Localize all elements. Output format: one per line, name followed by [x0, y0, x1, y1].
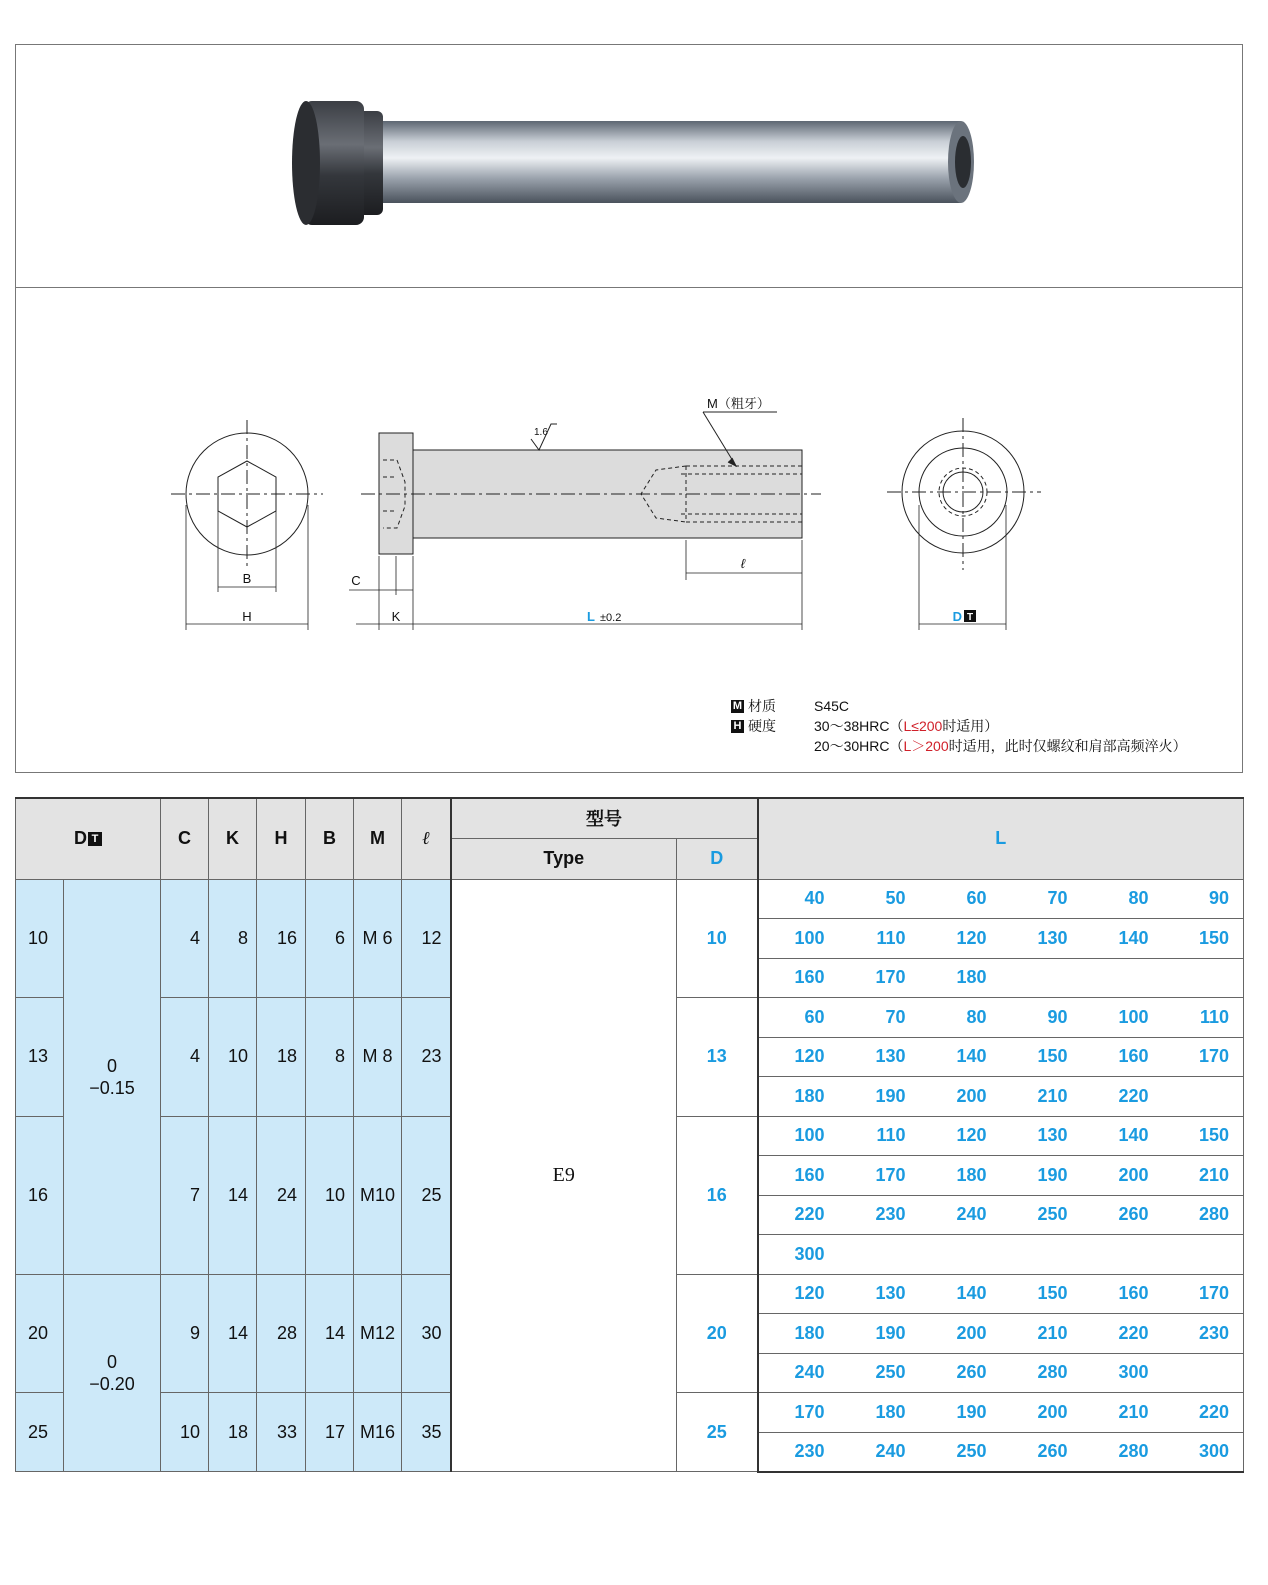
hardness-row-2 [731, 736, 1187, 756]
cell-l-value [1082, 958, 1163, 998]
header-ell: ℓ [402, 798, 451, 879]
dim-h-label: H [242, 609, 252, 624]
cell-d: 25 [677, 1393, 758, 1472]
cell-l-value [1082, 1235, 1163, 1275]
cell-l-value: 170 [839, 958, 920, 998]
cell-l-value: 140 [920, 1037, 1001, 1077]
cell-l-value: 160 [1082, 1037, 1163, 1077]
cell-l-value: 300 [1082, 1353, 1163, 1393]
cell-l-value: 200 [1001, 1393, 1082, 1433]
cell-ell: 30 [402, 1274, 451, 1393]
cell-l-value: 190 [839, 1077, 920, 1117]
cell-h: 28 [257, 1274, 306, 1393]
cell-l-value: 210 [1001, 1314, 1082, 1354]
spec-table [15, 797, 1244, 1473]
cell-l-value: 120 [758, 1274, 839, 1314]
cell-l-value: 130 [1001, 919, 1082, 959]
cell-l-value: 190 [1001, 1156, 1082, 1196]
cell-k: 18 [209, 1393, 257, 1472]
cell-l-value: 170 [758, 1393, 839, 1433]
cell-l-value: 180 [758, 1314, 839, 1354]
cell-l-value: 90 [1001, 998, 1082, 1038]
cell-l-value: 200 [1082, 1156, 1163, 1196]
cell-l-value: 110 [839, 1116, 920, 1156]
cell-l-value: 260 [1001, 1432, 1082, 1472]
cell-l-value [1001, 958, 1082, 998]
cell-l-value: 260 [920, 1353, 1001, 1393]
cell-l-value: 260 [1082, 1195, 1163, 1235]
header-k: K [209, 798, 257, 879]
rear-end-view [887, 418, 1041, 630]
cell-h: 18 [257, 998, 306, 1117]
dim-l-tolerance: ±0.2 [600, 612, 622, 624]
cell-dt: 25 [16, 1393, 64, 1472]
cell-l-value: 140 [1082, 1116, 1163, 1156]
cell-l-value: 120 [758, 1037, 839, 1077]
cell-l-value: 280 [1082, 1432, 1163, 1472]
cell-dt: 13 [16, 998, 64, 1117]
cell-l-value: 230 [1163, 1314, 1244, 1354]
header-type: Type [451, 838, 677, 879]
cell-l-value: 100 [758, 919, 839, 959]
cell-l-value: 60 [920, 879, 1001, 919]
cell-l-value: 170 [839, 1156, 920, 1196]
cell-d: 20 [677, 1274, 758, 1393]
cell-l-value: 150 [1001, 1274, 1082, 1314]
cell-d: 13 [677, 998, 758, 1117]
hardness-2: 20～30HRC（L＞200时适用，此时仅螺纹和肩部高频淬火） [814, 738, 1187, 754]
header-model: 型号 [451, 798, 758, 838]
cell-l-value: 210 [1163, 1156, 1244, 1196]
cell-l-value: 70 [1001, 879, 1082, 919]
cell-l-value: 220 [1082, 1314, 1163, 1354]
cell-l-value: 150 [1001, 1037, 1082, 1077]
header-dt: D T [16, 798, 161, 879]
cell-l-value: 180 [758, 1077, 839, 1117]
cell-l-value: 120 [920, 919, 1001, 959]
cell-b: 6 [306, 879, 354, 998]
spec-notes [731, 696, 1187, 756]
cell-l-value: 160 [758, 1156, 839, 1196]
cell-l-value: 240 [758, 1353, 839, 1393]
cell-l-value: 240 [839, 1432, 920, 1472]
cell-l-value: 150 [1163, 1116, 1244, 1156]
cell-ell: 35 [402, 1393, 451, 1472]
cell-m: M16 [354, 1393, 402, 1472]
material-icon: M [732, 699, 743, 712]
svg-text:T: T [966, 612, 974, 623]
dim-d-label: D [952, 609, 962, 624]
cell-l-value: 80 [1082, 879, 1163, 919]
cell-l-value: 40 [758, 879, 839, 919]
cell-k: 10 [209, 998, 257, 1117]
material-label: 材质 [748, 698, 776, 714]
cell-l-value: 250 [920, 1432, 1001, 1472]
cell-m: M 8 [354, 998, 402, 1117]
hardness-1: 30～38HRC（L≤200时适用） [814, 718, 999, 734]
cell-h: 33 [257, 1393, 306, 1472]
cell-l-value: 170 [1163, 1037, 1244, 1077]
cell-dt: 16 [16, 1116, 64, 1274]
thread-label: M（粗牙） [707, 396, 770, 411]
cell-l-value: 160 [758, 958, 839, 998]
cell-l-value: 180 [920, 958, 1001, 998]
cell-c: 4 [161, 879, 209, 998]
cell-c: 9 [161, 1274, 209, 1393]
header-d: D [677, 838, 758, 879]
cell-l-value [1163, 1353, 1244, 1393]
side-view [349, 396, 821, 630]
hardness-row [731, 716, 1187, 736]
cell-l-value: 280 [1163, 1195, 1244, 1235]
cell-l-value: 250 [1001, 1195, 1082, 1235]
cell-m: M12 [354, 1274, 402, 1393]
cell-l-value: 280 [1001, 1353, 1082, 1393]
cell-b: 17 [306, 1393, 354, 1472]
cell-l-value: 250 [839, 1353, 920, 1393]
header-c: C [161, 798, 209, 879]
cell-tolerance: 0 −0.15 [64, 879, 161, 1274]
cell-ell: 23 [402, 998, 451, 1117]
header-h: H [257, 798, 306, 879]
cell-l-value: 220 [758, 1195, 839, 1235]
material-row [731, 696, 1187, 716]
cell-h: 24 [257, 1116, 306, 1274]
cell-l-value: 180 [839, 1393, 920, 1433]
cell-l-value: 190 [920, 1393, 1001, 1433]
cell-l-value: 50 [839, 879, 920, 919]
dim-c-label: C [351, 573, 361, 588]
roughness-label: 1.6 [534, 427, 548, 438]
cell-l-value: 100 [1082, 998, 1163, 1038]
cell-l-value: 110 [1163, 998, 1244, 1038]
cell-l-value: 200 [920, 1314, 1001, 1354]
cell-l-value: 160 [1082, 1274, 1163, 1314]
cell-type: E9 [451, 879, 677, 1472]
front-end-view [171, 420, 323, 630]
table-row [16, 879, 1244, 919]
cell-l-value [1163, 958, 1244, 998]
cell-l-value: 140 [920, 1274, 1001, 1314]
hardness-label: 硬度 [748, 718, 776, 734]
cell-l-value: 80 [920, 998, 1001, 1038]
cell-l-value: 220 [1082, 1077, 1163, 1117]
cell-l-value: 300 [1163, 1432, 1244, 1472]
cell-ell: 25 [402, 1116, 451, 1274]
cell-b: 10 [306, 1116, 354, 1274]
cell-l-value: 210 [1001, 1077, 1082, 1117]
cell-l-value: 180 [920, 1156, 1001, 1196]
hardness-icon: H [731, 720, 744, 733]
technical-drawing-panel [15, 287, 1243, 773]
product-photo-panel [15, 44, 1243, 288]
cell-l-value [920, 1235, 1001, 1275]
cell-l-value: 240 [920, 1195, 1001, 1235]
cell-l-value [1001, 1235, 1082, 1275]
material-value: S45C [814, 698, 850, 714]
cell-l-value: 120 [920, 1116, 1001, 1156]
cell-l-value: 210 [1082, 1393, 1163, 1433]
cell-k: 14 [209, 1274, 257, 1393]
dim-l-label: L [587, 609, 595, 624]
cell-l-value: 70 [839, 998, 920, 1038]
cell-l-value: 230 [839, 1195, 920, 1235]
cell-b: 8 [306, 998, 354, 1117]
dim-ell-label: ℓ [740, 556, 746, 571]
cell-tolerance: 0 −0.20 [64, 1274, 161, 1472]
cell-l-value: 110 [839, 919, 920, 959]
cell-c: 10 [161, 1393, 209, 1472]
header-m: M [354, 798, 402, 879]
cell-l-value: 100 [758, 1116, 839, 1156]
dim-k-label: K [391, 609, 401, 624]
cell-l-value: 150 [1163, 919, 1244, 959]
product-photo [16, 45, 1242, 287]
cell-l-value: 170 [1163, 1274, 1244, 1314]
cell-l-value: 90 [1163, 879, 1244, 919]
cell-dt: 20 [16, 1274, 64, 1393]
cell-l-value [1163, 1077, 1244, 1117]
cell-l-value: 230 [758, 1432, 839, 1472]
cell-ell: 12 [402, 879, 451, 998]
dim-b-label: B [242, 571, 252, 586]
cell-l-value: 60 [758, 998, 839, 1038]
cell-l-value: 200 [920, 1077, 1001, 1117]
cell-d: 10 [677, 879, 758, 998]
cell-l-value: 190 [839, 1314, 920, 1354]
cell-d: 16 [677, 1116, 758, 1274]
cell-k: 8 [209, 879, 257, 998]
cell-l-value: 300 [758, 1235, 839, 1275]
cell-m: M10 [354, 1116, 402, 1274]
cell-l-value: 130 [839, 1037, 920, 1077]
cell-c: 7 [161, 1116, 209, 1274]
cell-b: 14 [306, 1274, 354, 1393]
cell-m: M 6 [354, 879, 402, 998]
cell-l-value: 130 [839, 1274, 920, 1314]
cell-k: 14 [209, 1116, 257, 1274]
header-l: L [758, 798, 1244, 879]
cell-dt: 10 [16, 879, 64, 998]
cell-l-value: 130 [1001, 1116, 1082, 1156]
cell-h: 16 [257, 879, 306, 998]
cell-l-value [1163, 1235, 1244, 1275]
header-b: B [306, 798, 354, 879]
cell-l-value [839, 1235, 920, 1275]
cell-c: 4 [161, 998, 209, 1117]
cell-l-value: 220 [1163, 1393, 1244, 1433]
cell-l-value: 140 [1082, 919, 1163, 959]
